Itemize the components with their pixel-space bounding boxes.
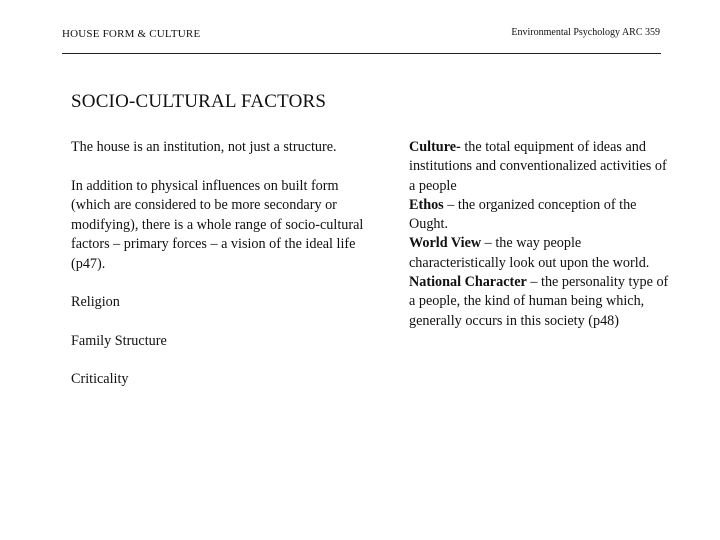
definition-term: World View: [409, 235, 482, 252]
slide-title: SOCIO-CULTURAL FACTORS: [71, 91, 327, 112]
definition-text: – the personality type of a people, the kind of human being which, generally occurs in this society (p48): [409, 274, 669, 329]
influences-paragraph: In addition to physical influences on built form (which are considered to be more secondary or modifying), there is a whole range of socio-cultural factors – primary forces – a vision of the ideal life (p47).: [71, 177, 364, 272]
definition-world-view: [409, 234, 671, 273]
definition-text: – the organized conception of the Ought.: [409, 196, 637, 233]
definition-text: the total equipment of ideas and institutions and conventionalized activities of a people: [409, 139, 667, 194]
header-course-topic: HOUSE FORM & CULTURE: [62, 28, 201, 40]
definition-national-character: [409, 273, 671, 331]
definition-term: National Character: [409, 274, 527, 291]
definition-culture: [409, 138, 671, 196]
factor-item-family-structure: Family Structure: [71, 332, 167, 349]
definition-term: Culture-: [409, 139, 461, 155]
left-column: [71, 138, 371, 409]
definitions-column: [409, 138, 671, 331]
header-course-name: Environmental Psychology ARC 359: [511, 27, 660, 38]
definition-text: – the way people characteristically look out upon the world.: [409, 235, 650, 271]
factor-item-criticality: Criticality: [71, 371, 129, 387]
factor-item-religion: Religion: [71, 294, 120, 310]
intro-paragraph: The house is an institution, not just a structure.: [71, 139, 337, 155]
definition-ethos: [409, 196, 671, 235]
header-divider: [62, 53, 661, 54]
definition-term: Ethos: [409, 196, 444, 213]
